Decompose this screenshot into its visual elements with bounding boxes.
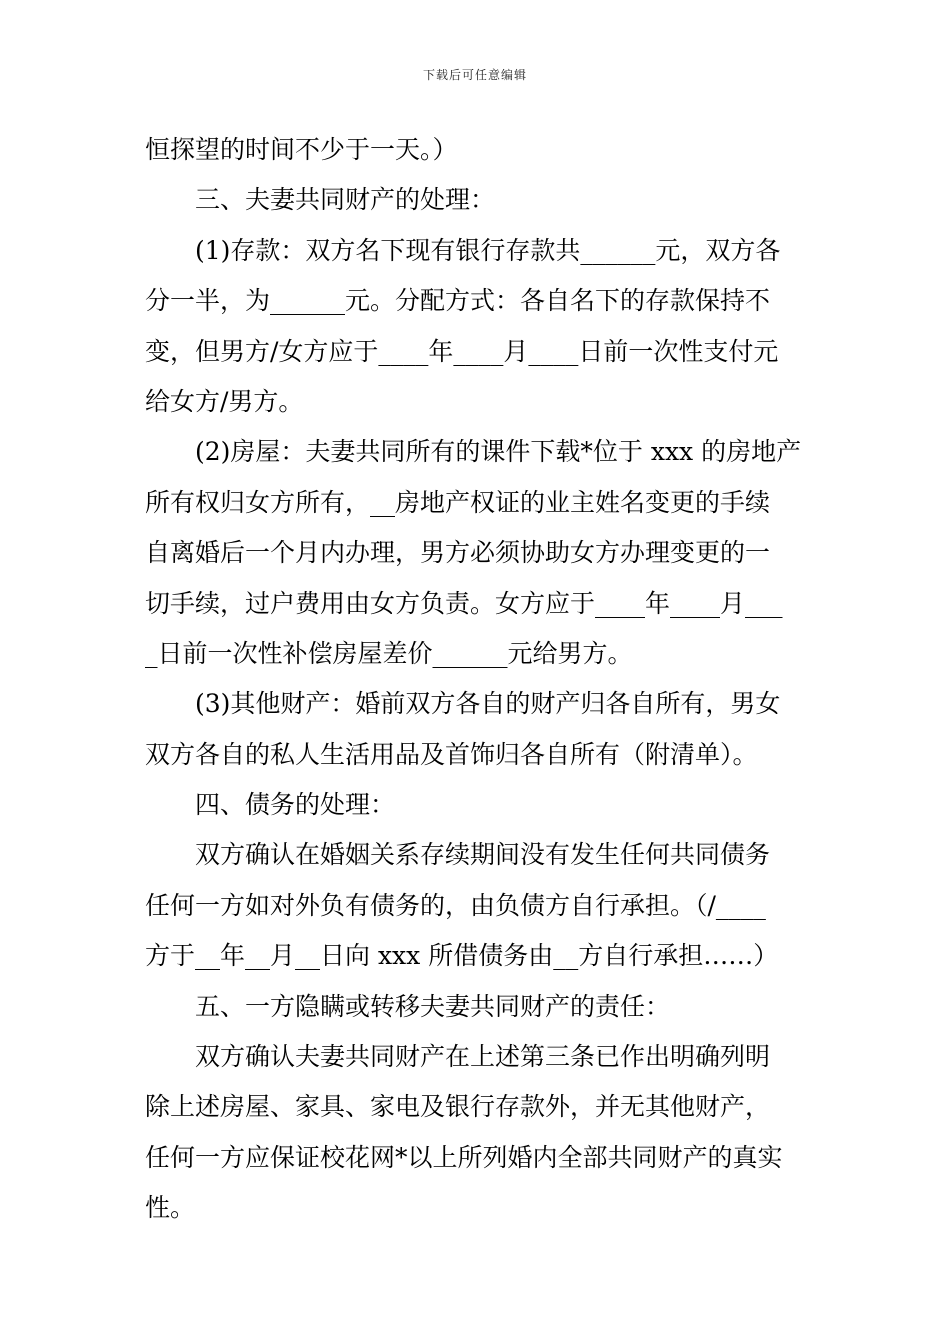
text-line: (1)存款：双方名下现有银行存款共______元，双方各 [195,235,781,265]
text-line: 恒探望的时间不少于一天。） [145,135,458,164]
text-line: 双方确认夫妻共同财产在上述第三条已作出明确列明 [195,1042,771,1072]
text-line: (3)其他财产：婚前双方各自的财产归各自所有，男女 [195,689,781,719]
section-heading-5: 五、一方隐瞒或转移夫妻共同财产的责任： [195,991,671,1021]
text-line: 方于__年__月__日向 xxx 所借债务由__方自行承担……） [145,941,779,971]
text-line: 任何一方如对外负有债务的，由负债方自行承担。（/____ [145,890,766,920]
text-line: 除上述房屋、家具、家电及银行存款外，并无其他财产， [145,1092,771,1122]
text-line: 双方确认在婚姻关系存续期间没有发生任何共同债务 [195,840,771,870]
text-line: 所有权归女方所有，__房地产权证的业主姓名变更的手续 [145,487,771,517]
text-line: 自离婚后一个月内办理，男方必须协助女方办理变更的一 [145,538,771,568]
text-line: 任何一方应保证校花网*以上所列婚内全部共同财产的真实 [145,1142,783,1172]
section-heading-4: 四、债务的处理： [195,790,396,820]
text-line: (2)房屋：夫妻共同所有的课件下载*位于 xxx 的房地产 [195,437,802,467]
page-header-note: 下载后可任意编辑 [422,68,527,82]
text-line: 给女方/男方。 [145,386,304,416]
text-line: 变，但男方/女方应于____年____月____日前一次性支付元 [145,336,779,366]
section-heading-3: 三、夫妻共同财产的处理： [195,185,496,215]
text-line: _日前一次性补偿房屋差价______元给男方。 [145,638,633,668]
text-line: 分一半，为______元。分配方式：各自名下的存款保持不 [145,286,771,316]
text-line: 双方各自的私人生活用品及首饰归各自所有（附清单）。 [145,739,758,769]
document-body [145,125,807,1234]
text-line: 切手续，过户费用由女方负责。女方应于____年____月___ [145,588,783,618]
text-line: 性。 [145,1193,196,1223]
